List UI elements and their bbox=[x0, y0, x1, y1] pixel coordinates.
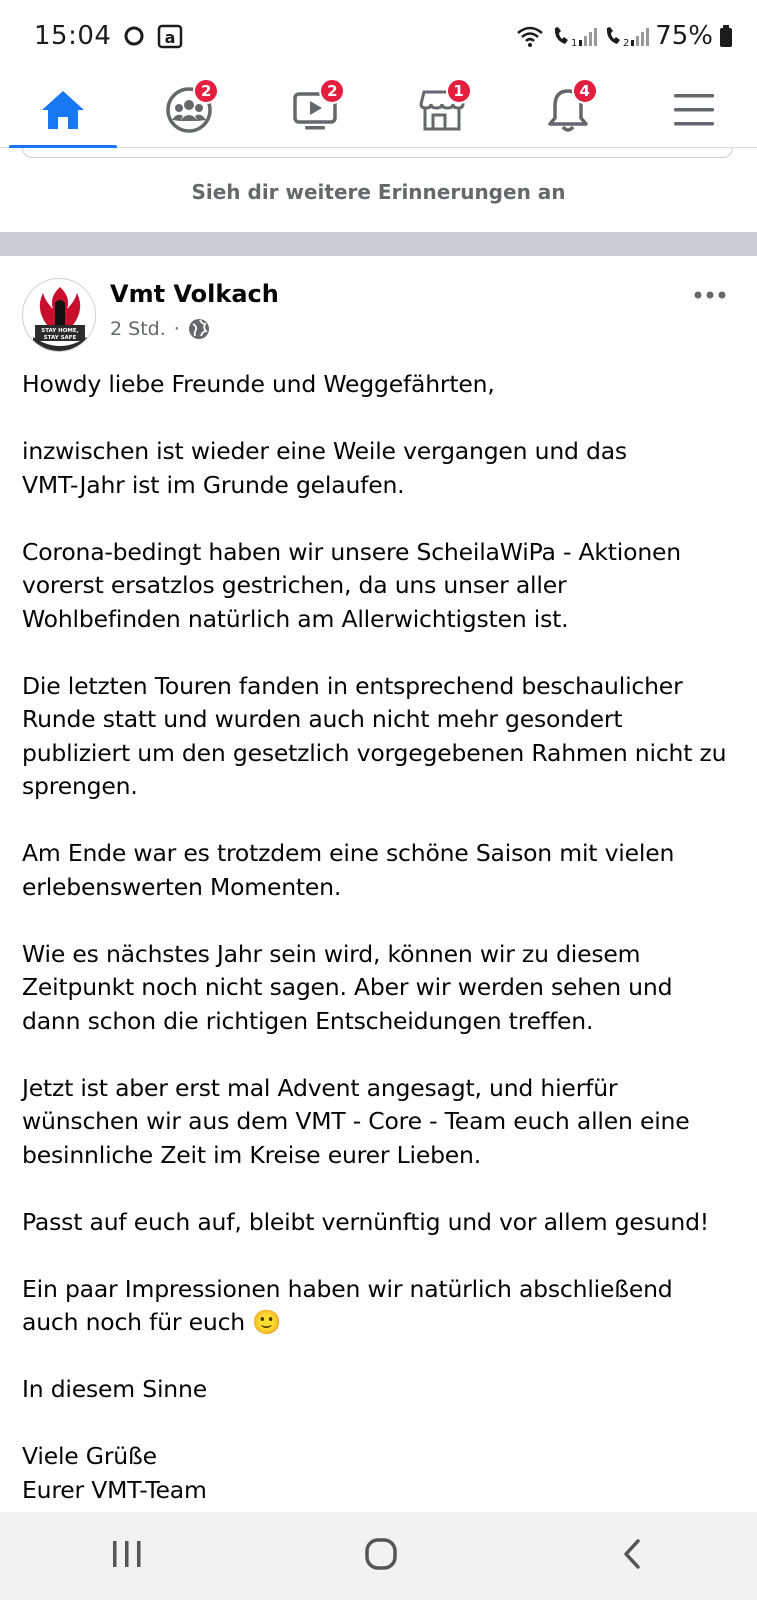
tab-watch[interactable] bbox=[255, 72, 375, 148]
groups-badge: 2 bbox=[193, 78, 219, 104]
post-paragraph: Am Ende war es trotzdem eine schöne Saison mit vielen erlebenswerten Momenten. bbox=[22, 839, 675, 901]
post-paragraph: Passt auf euch auf, bleibt vernünftig und vor allem gesund! bbox=[22, 1207, 710, 1236]
more-dots-icon bbox=[693, 289, 727, 301]
amazon-notification-icon bbox=[157, 23, 183, 49]
tab-home[interactable] bbox=[3, 72, 123, 148]
tab-marketplace[interactable] bbox=[382, 72, 502, 148]
meta-separator: · bbox=[173, 318, 180, 340]
post-paragraph: Corona-bedingt haben wir unsere ScheilaWiPa - Aktionen vorerst ersatzlos gestrichen, da uns unser aller Wohlbefinden natürlich am Allerwichtigsten ist. bbox=[22, 537, 681, 633]
marketplace-badge: 1 bbox=[446, 78, 472, 104]
status-left-icons bbox=[123, 23, 183, 49]
svg-text:1: 1 bbox=[571, 38, 578, 48]
tab-menu[interactable] bbox=[634, 72, 754, 148]
system-navigation-bar bbox=[0, 1512, 757, 1600]
home-icon bbox=[39, 88, 87, 132]
status-right-icons bbox=[515, 21, 733, 51]
post-text bbox=[22, 368, 740, 1512]
back-button[interactable] bbox=[618, 1537, 648, 1575]
post-paragraph: Ein paar Impressionen haben wir natürlich abschließend auch noch für euch 🙂 bbox=[22, 1274, 673, 1336]
page-avatar[interactable] bbox=[22, 278, 96, 352]
post-meta bbox=[110, 318, 210, 340]
feed-post bbox=[0, 256, 757, 1512]
hamburger-menu-icon bbox=[672, 90, 716, 130]
watch-badge: 2 bbox=[319, 78, 345, 104]
post-header bbox=[22, 278, 735, 354]
tab-notifications[interactable] bbox=[508, 72, 628, 148]
globe-icon bbox=[188, 318, 210, 340]
post-options-button[interactable] bbox=[693, 286, 727, 305]
feed-separator bbox=[0, 232, 757, 256]
home-button[interactable] bbox=[363, 1536, 399, 1576]
memory-card-edge bbox=[22, 148, 733, 158]
post-author[interactable]: Vmt Volkach bbox=[110, 280, 279, 308]
back-chevron-icon bbox=[618, 1537, 648, 1571]
post-paragraph: Howdy liebe Freunde und Weggefährten, bbox=[22, 370, 495, 398]
tab-groups[interactable] bbox=[129, 72, 249, 148]
memories-section bbox=[0, 148, 757, 232]
post-paragraph: Wie es nächstes Jahr sein wird, können wir zu diesem Zeitpunkt noch nicht sagen. Aber wir werden sehen und dann schon die richtigen Entscheidungen treffen. bbox=[22, 939, 673, 1035]
see-more-memories-link[interactable]: Sieh dir weitere Erinnerungen an bbox=[191, 180, 566, 204]
svg-text:STAY HOME,: STAY HOME, bbox=[41, 328, 79, 334]
recent-apps-button[interactable] bbox=[109, 1539, 145, 1573]
post-paragraph: In diesem Sinne bbox=[22, 1375, 207, 1403]
status-bar bbox=[0, 0, 757, 72]
call-signal-1-icon bbox=[551, 24, 597, 48]
svg-text:STAY SAFE: STAY SAFE bbox=[43, 335, 77, 341]
post-paragraph: Jetzt ist aber erst mal Advent angesagt, und hierfür wünschen wir aus dem VMT - Core - Team euch allen eine besinnliche Zeit im Kreise eurer Lieben. bbox=[22, 1073, 690, 1169]
battery-percent: 75% bbox=[655, 21, 713, 51]
home-circle-icon bbox=[363, 1536, 399, 1572]
sync-icon bbox=[123, 25, 145, 47]
top-navigation bbox=[0, 72, 757, 148]
recent-apps-icon bbox=[109, 1539, 145, 1569]
stay-home-logo bbox=[23, 279, 96, 352]
call-signal-2-icon bbox=[603, 24, 649, 48]
notifications-badge: 4 bbox=[572, 78, 598, 104]
post-time[interactable]: 2 Std. bbox=[110, 318, 166, 340]
svg-text:a: a bbox=[165, 28, 176, 47]
post-paragraph: inzwischen ist wieder eine Weile vergangen und das VMT-Jahr ist im Grunde gelaufen. bbox=[22, 437, 627, 499]
post-paragraph: Die letzten Touren fanden in entsprechend beschaulicher Runde statt und wurden auch nicht mehr gesondert publiziert um den gesetzlich vorgegebenen Rahmen nicht zu sprengen. bbox=[22, 671, 727, 800]
wifi-icon bbox=[515, 24, 545, 48]
status-time: 15:04 bbox=[34, 21, 112, 51]
svg-text:2: 2 bbox=[623, 38, 630, 48]
battery-icon bbox=[719, 24, 733, 48]
post-paragraph: Viele Grüße Eurer VMT-Team bbox=[22, 1442, 207, 1504]
